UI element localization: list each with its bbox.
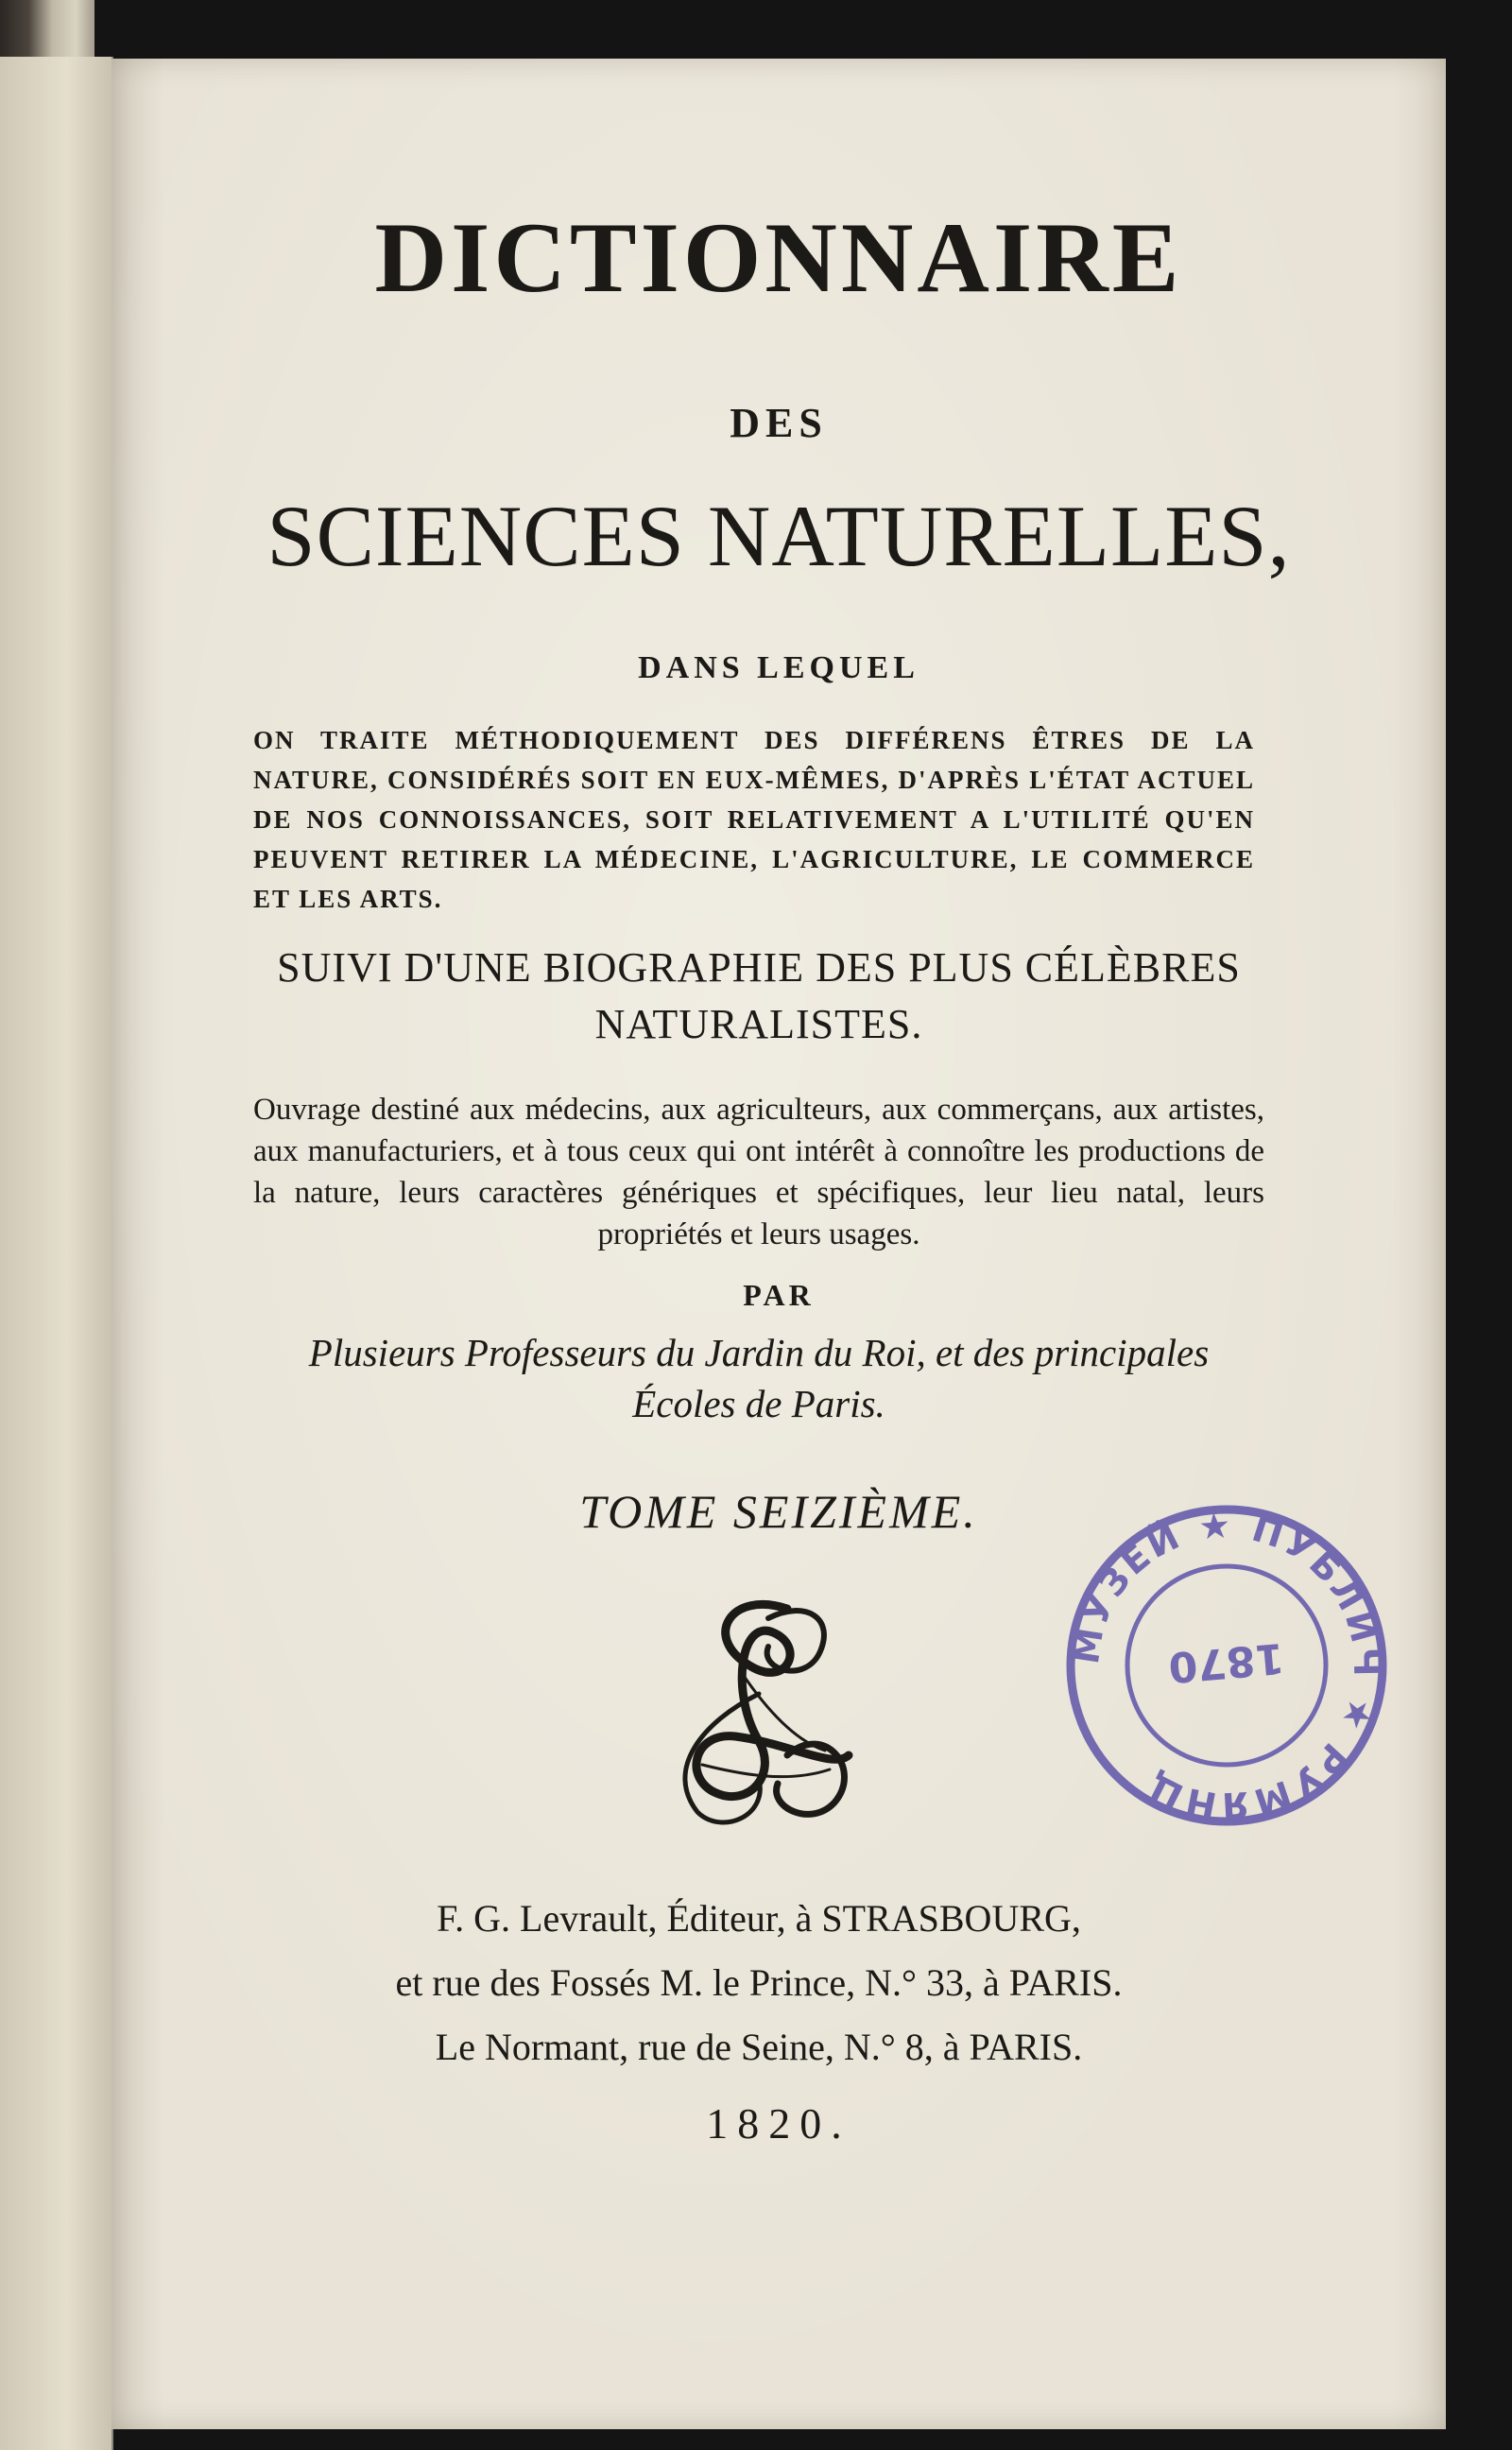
title-subject: SCIENCES NATURELLES, [266, 488, 1291, 584]
imprint-line-1: F. G. Levrault, Éditeur, à STRASBOURG, [437, 1897, 1081, 1940]
publication-year: 1820. [706, 2099, 851, 2148]
imprint-line-2: et rue des Fossés M. le Prince, N.° 33, à PARIS. [395, 1961, 1123, 2004]
imprint-line-3: Le Normant, rue de Seine, N.° 8, à PARIS. [435, 2026, 1083, 2068]
ouvrage-paragraph: Ouvrage destiné aux médecins, aux agriculteurs, aux commerçans, aux artistes, aux manufacturiers, et à tous ceux qui ont intérêt à connoître les productions de la nature, leurs caractères génériques et spécifiques, leur lieu natal, leurs propriétés et leurs usages. [253, 1093, 1264, 1251]
dans-lequel: DANS LEQUEL [638, 650, 919, 685]
page-content [112, 59, 1446, 2429]
description-paragraph: ON TRAITE MÉTHODIQUEMENT DES DIFFÉRENS ÊTRES DE LA NATURE, CONSIDÉRÉS SOIT EN EUX-MÊMES, D'APRÈS L'ÉTAT ACTUEL DE NOS CONNOISSANCES, SOIT RELATIVEMENT A L'UTILITÉ QU'EN PEUVENT RETIRER LA MÉDECINE, L'AGRICULTURE, LE COMMERCE ET LES ARTS. [253, 726, 1255, 913]
library-stamp-icon [1057, 1495, 1397, 1836]
monogram-letter: L [645, 1580, 646, 1581]
tome-label: TOME SEIZIÈME. [579, 1485, 978, 1538]
stamp-inner-text: 1870 [1166, 1632, 1286, 1692]
publisher-monogram-icon [645, 1580, 872, 1836]
title-des: DES [730, 400, 828, 446]
stamp-ring-text: МУЗЕЙ ★ ПУБЛИЧ ★ РУМЯНЦ [1064, 1504, 1388, 1827]
authors-line: Plusieurs Professeurs du Jardin du Roi, et des principales Écoles de Paris. [308, 1331, 1210, 1425]
left-page-edge [0, 57, 113, 2450]
title-page [112, 59, 1446, 2429]
title-main: DICTIONNAIRE [374, 202, 1183, 313]
suivi-biographie: SUIVI D'UNE BIOGRAPHIE DES PLUS CÉLÈBRES NATURALISTES. [277, 944, 1241, 1047]
par-label: PAR [743, 1278, 815, 1312]
